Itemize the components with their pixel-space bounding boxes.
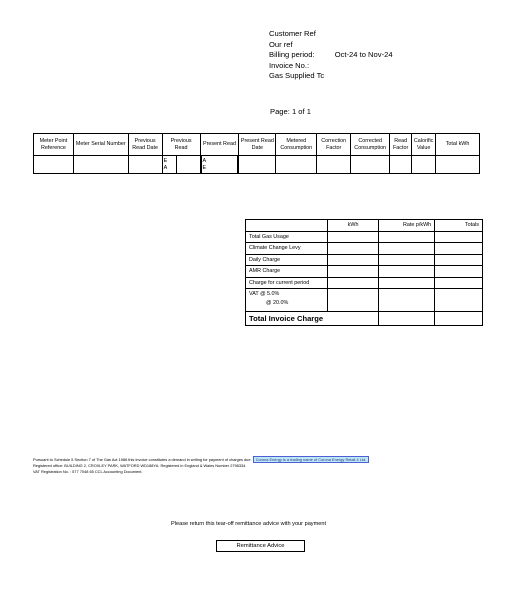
- prev-read-code-e: E: [163, 157, 168, 164]
- cell-prev-read: [162, 156, 200, 174]
- header-rate: Rate p/kWh: [379, 220, 435, 232]
- col-meter-point-reference: Meter Point Reference: [34, 134, 74, 156]
- billing-period: [269, 50, 393, 61]
- charges-header: [246, 220, 483, 232]
- col-metered-consumption: Metered Consumption: [276, 134, 317, 156]
- trading-name-highlight[interactable]: Corona Energy is a trading name of Corona Energy Retail 4 Ltd.: [253, 456, 370, 463]
- total-invoice-charge-label: Total Invoice Charge: [246, 312, 379, 326]
- remittance-advice-box: Remittance Advice: [216, 540, 305, 552]
- meter-table-header: [34, 134, 480, 156]
- legal-line-2: Registered office: BUILDING 2, CROXLEY PARK, WATFORD WD188YA. Registered in England & Wales Number 2798334.: [33, 463, 247, 468]
- cell-metered-consumption: [276, 156, 317, 174]
- invoice-info-block: [269, 29, 393, 82]
- row-vat: [246, 289, 328, 312]
- col-correction-factor: Correction Factor: [317, 134, 351, 156]
- col-present-read-date: Present Read Date: [239, 134, 276, 156]
- billing-period-label: Billing period:: [269, 50, 315, 60]
- our-ref-label: Our ref: [269, 39, 293, 49]
- charges-table: [245, 219, 483, 326]
- cell-calorific-value: [412, 156, 436, 174]
- row-daily-charge: Daily Charge: [246, 254, 328, 266]
- col-meter-serial-number: Meter Serial Number: [73, 134, 128, 156]
- col-previous-read: Previous Read: [162, 134, 200, 156]
- gas-supplied-label: Gas Supplied Tc: [269, 71, 325, 81]
- charges-header-blank: [246, 220, 328, 232]
- billing-period-value: Oct-24 to Nov-24: [334, 50, 393, 60]
- customer-ref-label: Customer Ref: [269, 29, 316, 38]
- cell-read-factor: [390, 156, 412, 174]
- vat-rate-5: VAT @ 5.0%: [249, 291, 280, 297]
- table-row: [34, 156, 480, 174]
- cell-present-read-date: [239, 156, 276, 174]
- col-calorific-value: Calorific Value: [412, 134, 436, 156]
- meter-reading-table: [33, 133, 480, 174]
- row-charge-current-period: Charge for current period: [246, 277, 328, 289]
- legal-line-1: Pursuant to Schedule 5 Section 7 of The Gas Act 1986 this invoice constitutes a demand in writing for payment of charges due.: [33, 457, 252, 462]
- col-total-kwh: Total kWh: [436, 134, 480, 156]
- table-row: [246, 266, 483, 278]
- legal-notice: [33, 456, 369, 475]
- table-row: [246, 289, 483, 312]
- cell-total-kwh: [436, 156, 480, 174]
- cell-meter-point: [34, 156, 74, 174]
- row-amr-charge: AMR Charge: [246, 266, 328, 278]
- total-row: [246, 312, 483, 326]
- col-previous-read-date: Previous Read Date: [128, 134, 162, 156]
- present-read-code-e: E: [202, 164, 207, 171]
- vat-rate-20: @ 20.0%: [266, 300, 289, 306]
- legal-line-3: VAT Registration No. : 577 7048 65 CCL Accounting Document.: [33, 468, 143, 474]
- row-total-gas-usage: Total Gas Usage: [246, 231, 328, 243]
- table-row: [246, 277, 483, 289]
- table-row: [246, 254, 483, 266]
- table-row: [246, 231, 483, 243]
- col-present-read: Present Read: [200, 134, 239, 156]
- row-climate-change-levy: Climate Change Levy: [246, 243, 328, 255]
- prev-read-code-a: A: [163, 164, 168, 171]
- invoice-no-label: Invoice No.:: [269, 60, 310, 70]
- page-number: Page: 1 of 1: [270, 107, 311, 116]
- cell-meter-serial: [73, 156, 128, 174]
- col-corrected-consumption: Corrected Consumption: [351, 134, 390, 156]
- cell-corrected-consumption: [351, 156, 390, 174]
- cell-prev-read-date: [128, 156, 162, 174]
- header-totals: Totals: [435, 220, 483, 232]
- col-read-factor: Read Factor: [390, 134, 412, 156]
- header-kwh: kWh: [327, 220, 379, 232]
- cell-correction-factor: [317, 156, 351, 174]
- remittance-instruction: Please return this tear-off remittance advice with your payment: [171, 521, 327, 527]
- present-read-code-a: A: [202, 157, 207, 164]
- table-row: [246, 243, 483, 255]
- cell-present-read: [200, 156, 239, 174]
